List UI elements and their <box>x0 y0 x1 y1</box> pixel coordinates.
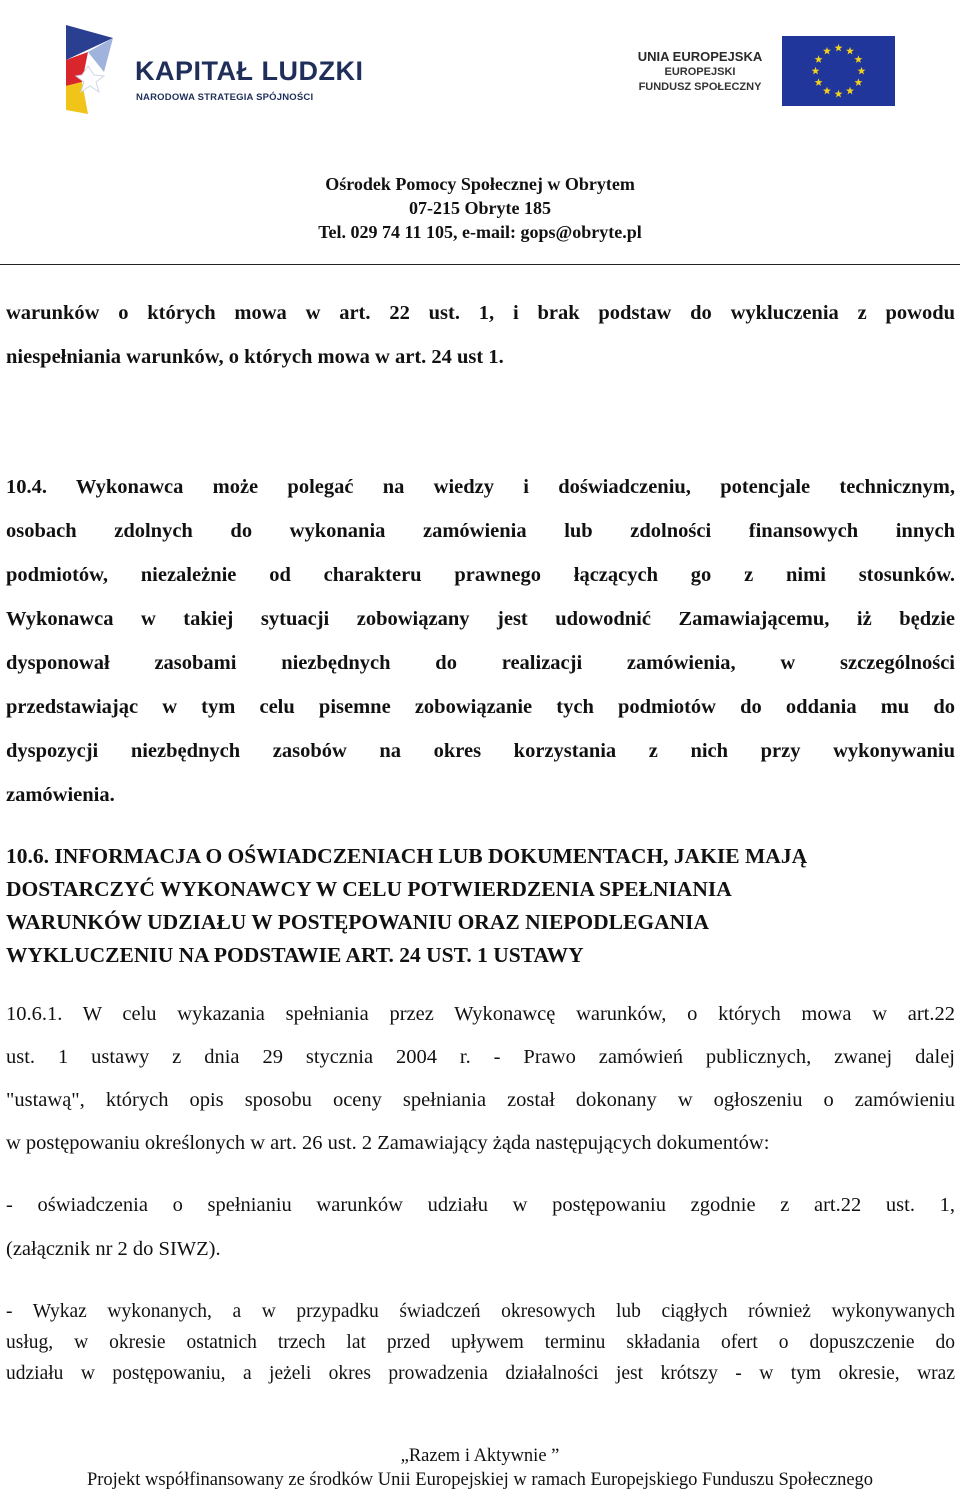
footer-slogan: „Razem i Aktywnie ” <box>400 1446 560 1466</box>
eu-star-icon <box>835 44 843 52</box>
text-line: podmiotów, niezależnie od charakteru prawnego łączących go z nimi stosunków. <box>6 564 955 586</box>
text-line: (załącznik nr 2 do SIWZ). <box>6 1238 221 1260</box>
text-line: niespełniania warunków, o których mowa w art. 24 ust 1. <box>6 346 504 368</box>
eu-star-icon <box>823 47 831 55</box>
footer-project-note: Projekt współfinansowany ze środków Unii Europejskiej w ramach Europejskiego Funduszu Społecznego <box>86 1470 874 1490</box>
text-line: 10.4. Wykonawca może polegać na wiedzy i doświadczeniu, potencjale technicznym, <box>6 476 955 498</box>
eu-logo-text <box>625 48 775 95</box>
text-line: ust. 1 ustawy z dnia 29 stycznia 2004 r. - Prawo zamówień publicznych, zwanej dalej <box>6 1046 955 1068</box>
eu-star-icon <box>854 78 862 86</box>
institution-header <box>0 172 960 244</box>
text-line: usług, w okresie ostatnich trzech lat przed upływem terminu składania ofert o dopuszczenie do <box>6 1332 955 1353</box>
page-footer <box>0 1444 960 1492</box>
kapital-ludzki-title: KAPITAŁ LUDZKI <box>135 56 364 86</box>
eu-line-3: FUNDUSZ SPOŁECZNY <box>638 81 762 93</box>
text-line: dysponował zasobami niezbędnych do realizacji zamówienia, w szczególności <box>6 652 955 674</box>
eu-star-icon <box>846 87 854 95</box>
paragraph-10-4 <box>6 465 955 817</box>
eu-star-icon <box>815 78 823 86</box>
text-line: Wykonawca w takiej sytuacji zobowiązany jest udowodnić Zamawiającemu, iż będzie <box>6 608 955 630</box>
text-line: udziału w postępowaniu, a jeżeli okres prowadzenia działalności jest krótszy - w tym okresie, wraz <box>6 1363 955 1384</box>
eu-flag-icon <box>782 36 895 106</box>
kapital-ludzki-subtitle: NARODOWA STRATEGIA SPÓJNOŚCI <box>136 92 314 103</box>
institution-name: Ośrodek Pomocy Społecznej w Obrytem <box>325 174 635 194</box>
eu-star-icon <box>854 55 862 63</box>
text-line: 10.6.1. W celu wykazania spełniania przez Wykonawcę warunków, o których mowa w art.22 <box>6 1003 955 1025</box>
text-line: "ustawą", których opis sposobu oceny spełniania został dokonany w ogłoszeniu o zamówieniu <box>6 1089 955 1111</box>
heading-line: WARUNKÓW UDZIAŁU W POSTĘPOWANIU ORAZ NIEPODLEGANIA <box>6 910 710 934</box>
text-line: zamówienia. <box>6 784 115 806</box>
institution-contact: Tel. 029 74 11 105, e-mail: gops@obryte.pl <box>318 222 642 242</box>
paragraph-10-6-1 <box>6 993 955 1165</box>
eu-star-icon <box>858 67 866 75</box>
text-line: w postępowaniu określonych w art. 26 ust. 2 Zamawiający żąda następujących dokumentów: <box>6 1132 770 1154</box>
paragraph-statement-list-item <box>6 1183 955 1271</box>
eu-star-icon <box>815 55 823 63</box>
header-divider <box>0 264 960 265</box>
eu-line-2: EUROPEJSKI <box>664 66 736 78</box>
paragraph-conditions <box>6 291 955 379</box>
text-line: dyspozycji niezbędnych zasobów na okres korzystania z nich przy wykonywaniu <box>6 740 955 762</box>
section-heading-10-6 <box>6 840 956 972</box>
eu-star-icon <box>835 90 843 98</box>
kapital-ludzki-logo <box>58 20 364 120</box>
kapital-ludzki-emblem-icon <box>58 20 138 120</box>
text-line: warunków o których mowa w art. 22 ust. 1, i brak podstaw do wykluczenia z powodu <box>6 302 955 324</box>
heading-line: DOSTARCZYĆ WYKONAWCY W CELU POTWIERDZENIA SPEŁNIANIA <box>6 877 732 901</box>
text-line: przedstawiając w tym celu pisemne zobowiązanie tych podmiotów do oddania mu do <box>6 696 955 718</box>
eu-star-icon <box>812 67 820 75</box>
text-line: osobach zdolnych do wykonania zamówienia lub zdolności finansowych innych <box>6 520 955 542</box>
eu-star-icon <box>823 87 831 95</box>
text-line: - oświadczenia o spełnianiu warunków udziału w postępowaniu zgodnie z art.22 ust. 1, <box>6 1194 955 1216</box>
heading-line: 10.6. INFORMACJA O OŚWIADCZENIACH LUB DOKUMENTACH, JAKIE MAJĄ <box>6 844 808 868</box>
text-line: - Wykaz wykonanych, a w przypadku świadczeń okresowych lub ciągłych również wykonywanych <box>6 1301 955 1322</box>
institution-address: 07-215 Obryte 185 <box>409 198 551 218</box>
eu-logo <box>625 36 905 116</box>
heading-line: WYKLUCZENIU NA PODSTAWIE ART. 24 UST. 1 USTAWY <box>6 943 584 967</box>
paragraph-services-list-item <box>6 1296 955 1389</box>
eu-star-icon <box>846 47 854 55</box>
eu-line-1: UNIA EUROPEJSKA <box>637 49 763 64</box>
